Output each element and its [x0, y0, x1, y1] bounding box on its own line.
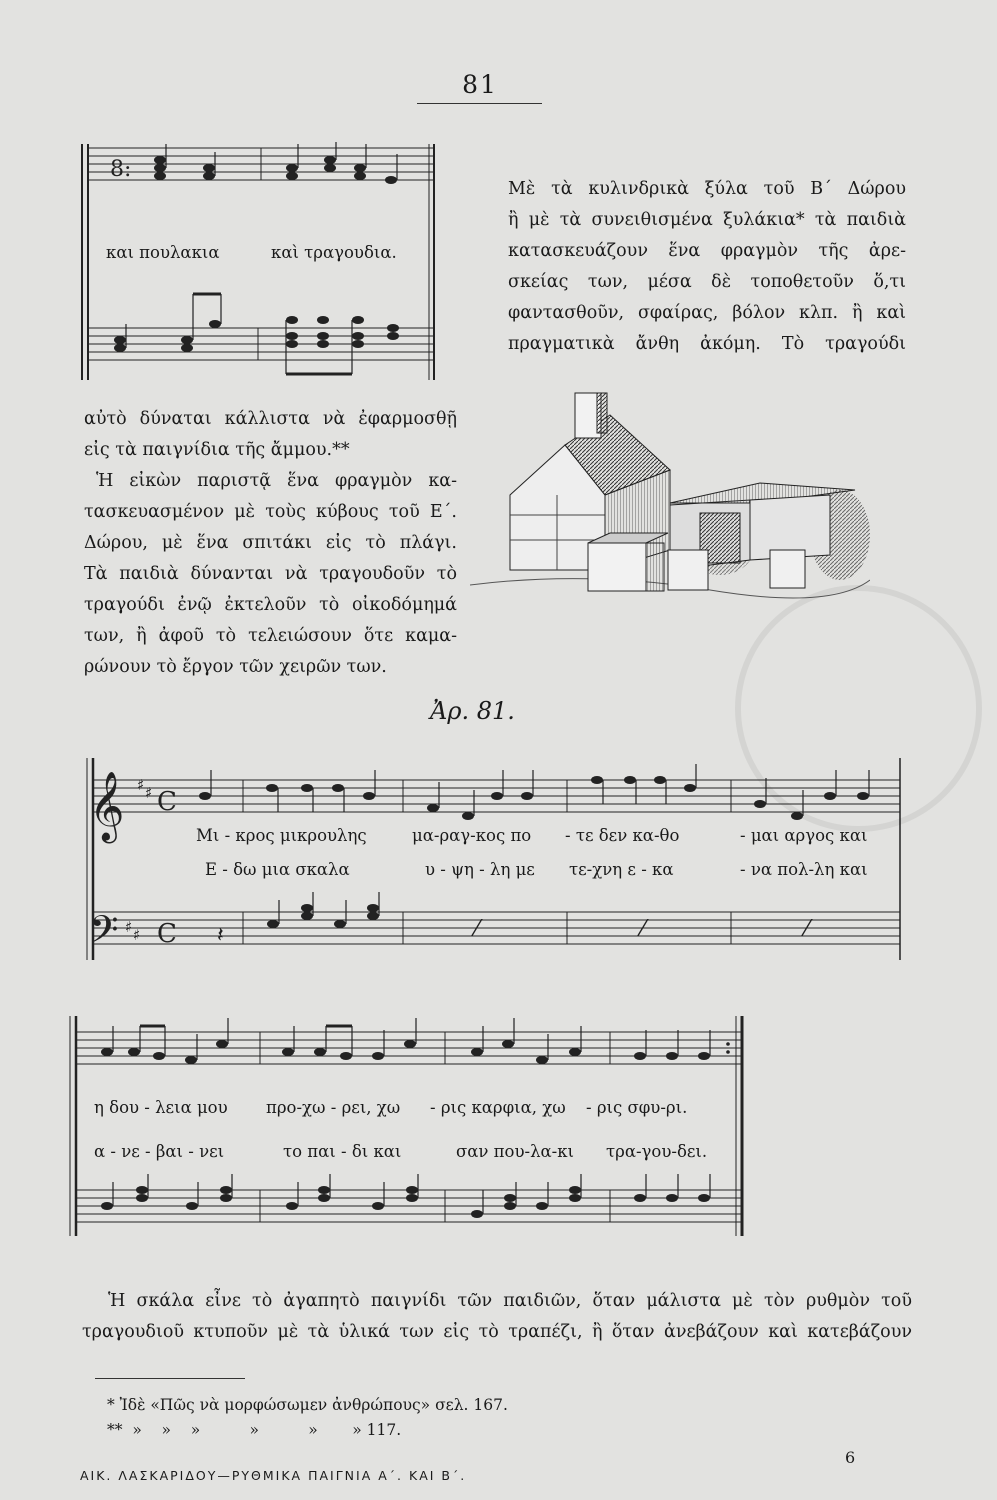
svg-text:C: C: [157, 787, 177, 817]
song-row1-verse1-m1: Μι - κρος μικρουλης: [196, 826, 367, 845]
song-row1-verse2-m3: τε-χνη ε - κα: [569, 860, 674, 879]
svg-text:8:: 8:: [110, 157, 132, 182]
svg-text:⁄: ⁄: [641, 917, 645, 942]
top-music-notation: [78, 140, 443, 385]
song-row2-verse1-m2: προ-χω - ρει, χω: [266, 1098, 401, 1117]
right-paragraph-line: ἢ μὲ τὰ συνειθισμένα ξυλάκια* τὰ παιδιὰ: [508, 210, 906, 230]
svg-text:𝄢: 𝄢: [89, 907, 119, 961]
bottom-paragraph: [82, 1286, 912, 1348]
left-paragraph-line: αὐτὸ δύναται κάλλιστα νὰ ἐφαρμοσθῇ: [84, 409, 457, 429]
footnote-2: ** » » » » » » 117.: [107, 1421, 402, 1439]
left-paragraph-line: Τὰ παιδιὰ δύνανται νὰ τραγουδοῦν τὸ: [84, 564, 457, 584]
left-paragraph-line: εἰς τὰ παιγνίδια τῆς ἄμμου.**: [84, 440, 350, 460]
left-paragraph: [84, 404, 457, 683]
svg-text:♯: ♯: [125, 918, 133, 936]
right-paragraph-line: φαντασθοῦν, σφαίρας, βόλον κλπ. ἢ καὶ: [508, 303, 906, 323]
song-row1-verse2-m2: υ - ψη - λη με: [425, 860, 535, 879]
song-row2-verse2-m2: το παι - δι και: [283, 1142, 402, 1161]
bottom-paragraph-line: τραγουδιοῦ κτυποῦν μὲ τὰ ὑλικά των εἰς τὸ τραπέζι, ἢ ὅταν ἀνεβάζουν καὶ κατεβάζουν: [82, 1322, 912, 1342]
song-row1-verse2-m1: Ε - δω μια σκαλα: [205, 860, 350, 879]
header-rule: [417, 103, 542, 104]
svg-text:♯: ♯: [133, 926, 141, 944]
song-row2-verse2-m1: α - νε - βαι - νει: [94, 1142, 225, 1161]
song-row2-verse1-m4: - ρις σφυ-ρι.: [586, 1098, 688, 1117]
left-paragraph-line: τραγούδι ἐνῷ ἐκτελοῦν τὸ οἰκοδόμημά: [84, 595, 457, 615]
footnote-1: * Ἰδὲ «Πῶς νὰ μορφώσωμεν ἀνθρώπους» σελ. 167.: [107, 1396, 508, 1414]
right-paragraph-line: κατασκευάζουν ἕνα φραγμὸν τῆς ἀρε-: [508, 241, 906, 261]
svg-text:C: C: [157, 919, 177, 949]
signature-number: 6: [845, 1448, 856, 1467]
bottom-paragraph-line: Ἡ σκάλα εἶνε τὸ ἀγαπητὸ παιγνίδι τῶν παιδιῶν, ὅταν μάλιστα μὲ τὸν ρυθμὸν τοῦ: [108, 1291, 912, 1311]
left-paragraph-line: Δώρου, μὲ ἕνα σπιτάκι εἰς τὸ πλάγι.: [84, 533, 457, 553]
top-music-excerpt: [78, 140, 443, 385]
song-row1-verse1-m3: - τε δεν κα-θο: [565, 826, 680, 845]
right-paragraph: [508, 174, 906, 360]
right-paragraph-line: Μὲ τὰ κυλινδρικὰ ξύλα τοῦ Β΄ Δώρου: [508, 179, 906, 199]
song-row2-verse1-m1: η δου - λεια μου: [94, 1098, 228, 1117]
footnote-rule: [95, 1378, 245, 1379]
top-lyric-2: καὶ τραγουδια.: [271, 243, 397, 262]
left-paragraph-line: των, ἢ ἀφοῦ τὸ τελειώσουν ὅτε καμα-: [84, 626, 457, 646]
top-lyric-1: και πουλακια: [106, 243, 220, 262]
right-paragraph-line: σκείας των, μέσα δὲ τοποθετοῦν ὅ,τι: [508, 272, 906, 292]
song-row1-verse2-m4: - να πολ-λη και: [740, 860, 868, 879]
left-paragraph-line: Ἡ εἰκὼν παριστᾷ ἕνα φραγμὸν κα-: [96, 471, 457, 491]
song-row2-verse1-m3: - ρις καρφια, χω: [430, 1098, 566, 1117]
house-engraving: [470, 385, 870, 610]
song-system-2-notation: [62, 1010, 752, 1245]
song-system-1: [85, 750, 905, 965]
song-row1-verse1-m4: - μαι αργος και: [740, 826, 868, 845]
svg-text:♯: ♯: [137, 776, 145, 794]
song-system-2: [62, 1010, 752, 1245]
left-paragraph-line: ρώνουν τὸ ἔργον τῶν χειρῶν των.: [84, 657, 387, 677]
left-paragraph-line: τασκευασμένον μὲ τοὺς κύβους τοῦ Ε΄.: [84, 502, 457, 522]
page-number: 81: [462, 70, 498, 99]
song-row2-verse2-m3: σαν που-λα-κι: [456, 1142, 575, 1161]
svg-text:⁄: ⁄: [805, 917, 809, 942]
song-row2-verse2-m4: τρα-γου-δει.: [606, 1142, 708, 1161]
right-paragraph-line: πραγματικὰ ἄνθη ἀκόμη. Τὸ τραγούδι: [508, 334, 906, 354]
svg-text:𝄞: 𝄞: [89, 771, 125, 841]
svg-text:𝄽: 𝄽: [217, 923, 224, 948]
song-system-1-notation: [85, 750, 905, 965]
running-footer: ΑΙΚ. ΛΑΣΚΑΡΙΔΟΥ—ΡΥΘΜΙΚΑ ΠΑΙΓΝΙΑ Α΄. ΚΑΙ Β΄.: [80, 1468, 467, 1483]
svg-text:♯: ♯: [145, 784, 153, 802]
figure-number: Ἀρ. 81.: [430, 697, 515, 725]
svg-text:⁄: ⁄: [475, 917, 479, 942]
song-row1-verse1-m2: μα-ραγ-κος πο: [412, 826, 532, 845]
block-house-illustration: [470, 385, 870, 614]
